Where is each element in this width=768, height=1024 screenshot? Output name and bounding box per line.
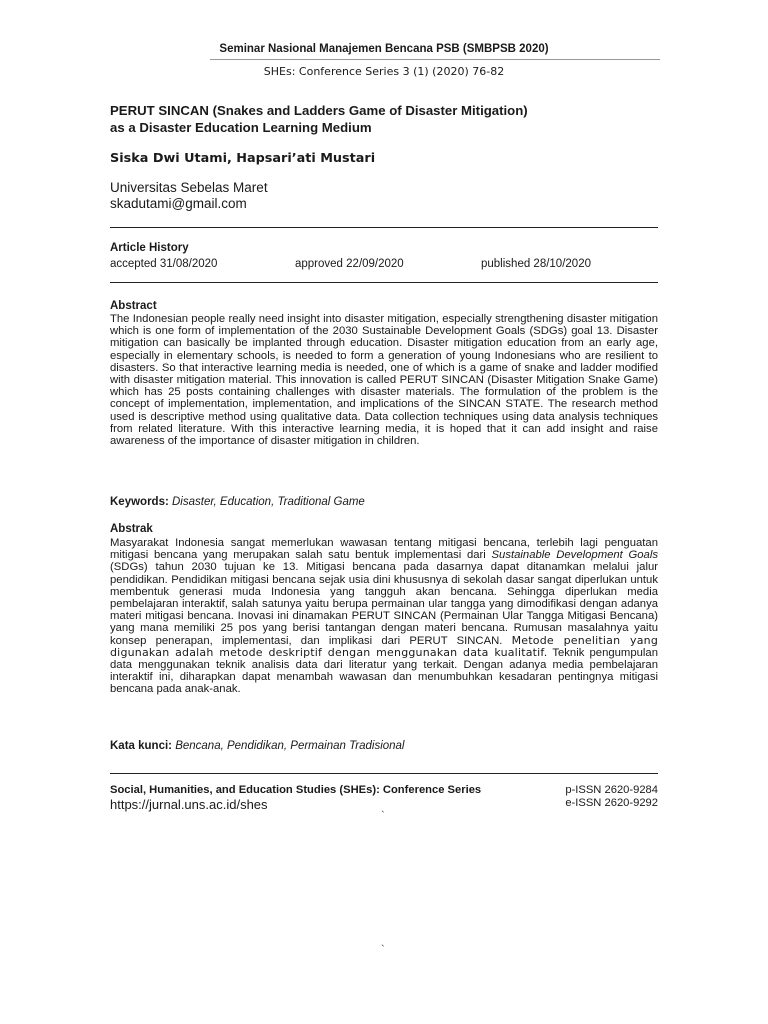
abstrak-text-1: Masyarakat Indonesia sangat memerlukan wawasan tentang mitigasi bencana, terlebih lagi penguatan mitigasi bencana yang merupakan salah satu bentuk implementasi dari: [110, 537, 658, 562]
affiliation: Universitas Sebelas Maret: [110, 180, 268, 195]
author-email[interactable]: skadutami@gmail.com: [110, 196, 247, 211]
abstrak-method-sentence: Metode penelitian yang digunakan adalah metode deskriptif dengan menggunakan data kualitatif.: [110, 633, 658, 659]
abstract-english: The Indonesian people really need insight into disaster mitigation, especially strengthening disaster mitigation which is one form of implementation of the 2030 Sustainable Development Goals (SDGs) goal 13. Disaster mitigation can basically be implanted through education. Disaster mitigation education from an early age, especially in elementary schools, is needed to form a generation of young Indonesians who are resilient to disasters. So that interactive learning media is needed, one of which is a game of snake and ladder modified with disaster mitigation material. This innovation is called PERUT SINCAN (Disaster Mitigation Snake Game) which has 25 posts containing challenges with disaster materials. The formulation of the problem is the concept of implementation, implementation, and implications of the SINCAN STATE. The research method used is descriptive method using qualitative data. Data collection techniques using data analysis techniques from related literature. With this interactive learning media, it is hoped that it can add insight and raise awareness of the importance of disaster mitigation in children.: [110, 313, 658, 448]
conference-title: Seminar Nasional Manajemen Bencana PSB (SMBPSB 2020): [219, 43, 549, 55]
abstract-indonesian: [110, 537, 658, 696]
article-history-label: Article History: [110, 242, 189, 254]
abstract-heading: Abstract: [110, 300, 157, 312]
abstrak-italic-term: Sustainable Development Goals: [491, 549, 659, 562]
keywords-list: Disaster, Education, Traditional Game: [172, 496, 365, 508]
history-bottom-rule: [110, 282, 658, 283]
accepted-date: accepted 31/08/2020: [110, 258, 218, 270]
stray-mark-2: `: [381, 944, 385, 956]
p-issn: p-ISSN 2620-9284: [565, 784, 658, 796]
keywords-english: [110, 496, 365, 508]
abstrak-heading: Abstrak: [110, 523, 153, 535]
footer-series-name: Social, Humanities, and Education Studies (SHEs): Conference Series: [110, 784, 482, 796]
paper-title: [110, 102, 670, 136]
keywords-label: Keywords:: [110, 496, 169, 508]
history-top-rule: [110, 227, 658, 228]
published-date: published 28/10/2020: [481, 258, 591, 270]
kata-kunci-label: Kata kunci:: [110, 740, 172, 752]
journal-url[interactable]: https://jurnal.uns.ac.id/shes: [110, 797, 268, 812]
title-line-2: as a Disaster Education Learning Medium: [110, 120, 372, 135]
affiliation-block: [110, 180, 268, 212]
authors: Siska Dwi Utami, Hapsari’ati Mustari: [110, 151, 376, 166]
kata-kunci-list: Bencana, Pendidikan, Permainan Tradisional: [175, 740, 405, 752]
stray-mark-1: `: [381, 810, 385, 822]
series-info: SHEs: Conference Series 3 (1) (2020) 76-82: [263, 65, 505, 78]
header-divider: [210, 59, 660, 60]
title-line-1: PERUT SINCAN (Snakes and Ladders Game of Disaster Mitigation): [110, 103, 528, 118]
keywords-indonesian: [110, 740, 405, 752]
approved-date: approved 22/09/2020: [295, 258, 404, 270]
e-issn: e-ISSN 2620-9292: [565, 797, 658, 809]
footer-rule: [110, 773, 658, 774]
abstrak-text-2: (SDGs) tahun 2030 tujuan ke 13. Mitigasi bencana pada dasarnya dapat ditanamkan melalui jalur pendidikan. Pendidikan mitigasi bencana sejak usia dini khususnya di sekolah dasar sangat diperlukan untuk membentuk generasi muda Indonesia yang tangguh akan bencana. Sehingga diperlukan media pembelajaran interaktif, salah satunya yaitu berupa permainan ular tangga yang dimodifikasi dengan adanya materi mitigasi bencana. Inovasi ini dinamakan PERUT SINCAN (Permainan Ular Tangga Mitigasi Bencana) yang mana memiliki 25 pos yang berisi tantangan dengan materi bencana. Rumusan masalahnya yaitu konsep penerapan, implementasi, dan implikasi dari PERUT SINCAN.: [110, 561, 658, 647]
abstrak-text-3: Teknik pengumpulan data menggunakan teknik analisis data dari literatur yang terkait. Dengan adanya media pembelajaran interaktif ini, diharapkan dapat menambah wawasan dan menumbuhkan kesadaran pentingnya mitigasi bencana pada anak-anak.: [110, 646, 658, 696]
